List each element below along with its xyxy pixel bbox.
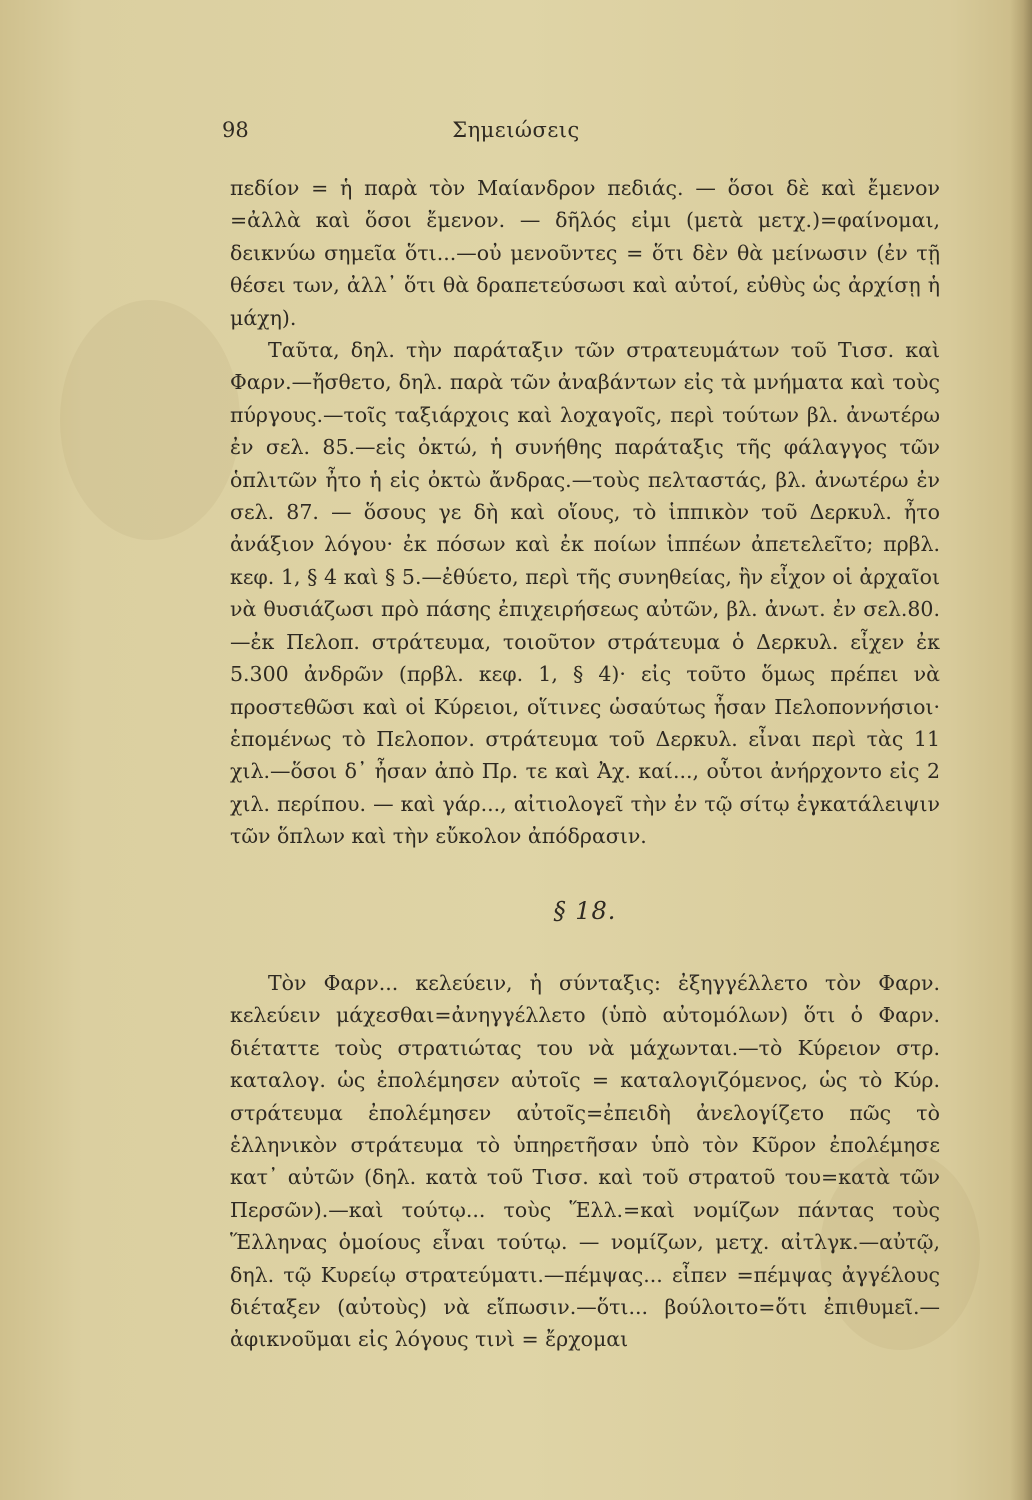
section-heading: § 18. xyxy=(553,896,617,925)
paper-stain xyxy=(60,300,240,540)
paragraph: Ταῦτα, δηλ. τὴν παράταξιν τῶν στρατευμάτων τοῦ Τισσ. καὶ Φαρν.—ἤσθετο, δηλ. παρὰ τῶν ἀναβάντων εἰς τὰ μνήματα καὶ τοὺς πύργους.—τοῖς ταξιάρχοις καὶ λοχαγοῖς, περὶ τούτων βλ. ἀνωτέρω ἐν σελ. 85.—εἰς ὀκτώ, ἡ συνήθης παράταξις τῆς φάλαγγος τῶν ὁπλιτῶν ἦτο ἡ εἰς ὀκτὼ ἄνδρας.—τοὺς πελταστάς, βλ. ἀνωτέρω ἐν σελ. 87. — ὅσους γε δὴ καὶ οἵους, τὸ ἱππικὸν τοῦ Δερκυλ. ἦτο ἀνάξιον λόγου· ἐκ πόσων καὶ ἐκ ποίων ἱππέων ἀπετελεῖτο; πρβλ. κεφ. 1, § 4 καὶ § 5.—ἐθύετο, περὶ τῆς συνηθείας, ἣν εἶχον οἱ ἀρχαῖοι νὰ θυσιάζωσι πρὸ πάσης ἐπιχειρήσεως αὐτῶν, βλ. ἀνωτ. ἐν σελ.80.—ἐκ Πελοπ. στράτευμα, τοιοῦτον στράτευμα ὁ Δερκυλ. εἶχεν ἐκ 5.300 ἀνδρῶν (πρβλ. κεφ. 1, § 4)· εἰς τοῦτο ὅμως πρέπει νὰ προστεθῶσι καὶ οἱ Κύρειοι, οἵτινες ὡσαύτως ἦσαν Πελοποννήσιοι· ἑπομένως τὸ Πελοπον. στράτευμα τοῦ Δερκυλ. εἶναι περὶ τὰς 11 χιλ.—ὅσοι δ᾽ ἦσαν ἀπὸ Πρ. τε καὶ Ἀχ. καί..., οὗτοι ἀνήρχοντο εἰς 2 χιλ. περίπου. — καὶ γάρ..., αἰτιολογεῖ τὴν ἐν τῷ σίτῳ ἐγκατάλειψιν τῶν ὅπλων καὶ τὴν εὔκολον ἀπόδρασιν. xyxy=(230,338,940,849)
page-header xyxy=(0,112,1032,152)
paragraph: πεδίον = ἡ παρὰ τὸν Μαίανδρον πεδιάς. — ὅσοι δὲ καὶ ἔμενον =ἀλλὰ καὶ ὅσοι ἔμενον. — δῆλός εἰμι (μετὰ μετχ.)=φαίνομαι, δεικνύω σημεῖα ὅτι...—οὐ μενοῦντες = ὅτι δὲν θὰ μείνωσιν (ἐν τῇ θέσει των, ἀλλ᾽ ὅτι θὰ δραπετεύσωσι καὶ αὐτοί, εὐθὺς ὡς ἀρχίσῃ ἡ μάχη). xyxy=(230,176,940,330)
page-edge-shadow xyxy=(1010,0,1032,1500)
main-text xyxy=(230,172,940,1356)
running-title: Σημειώσεις xyxy=(452,118,580,142)
paragraph: Τὸν Φαρν... κελεύειν, ἡ σύνταξις: ἐξηγγέλλετο τὸν Φαρν. κελεύειν μάχεσθαι=ἀνηγγέλλετο (ὑπὸ αὐτομόλων) ὅτι ὁ Φαρν. διέταττε τοὺς στρατιώτας του νὰ μάχωνται.—τὸ Κύρειον στρ. καταλογ. ὡς ἐπολέμησεν αὐτοῖς = καταλογιζόμενος, ὡς τὸ Κύρ. στράτευμα ἐπολέμησεν αὐτοῖς=ἐπειδὴ ἀνελογίζετο πῶς τὸ ἑλληνικὸν στράτευμα τὸ ὑπηρετῆσαν ὑπὸ τὸν Κῦρον ἐπολέμησε κατ᾽ αὐτῶν (δηλ. κατὰ τοῦ Τισσ. καὶ τοῦ στρατοῦ του=κατὰ τῶν Περσῶν).—καὶ τούτῳ... τοὺς Ἕλλ.=καὶ νομίζων πάντας τοὺς Ἕλληνας ὁμοίους εἶναι τούτῳ. — νομίζων, μετχ. αἰτλγκ.—αὐτῷ, δηλ. τῷ Κυρείῳ στρατεύματι.—πέμψας... εἶπεν =πέμψας ἀγγέλους διέταξεν (αὐτοὺς) νὰ εἴπωσιν.—ὅτι... βούλοιτο=ὅτι ἐπιθυμεῖ.—ἀφικνοῦμαι εἰς λόγους τινὶ = ἔρχομαι xyxy=(230,970,940,1352)
page-number: 98 xyxy=(222,118,249,142)
